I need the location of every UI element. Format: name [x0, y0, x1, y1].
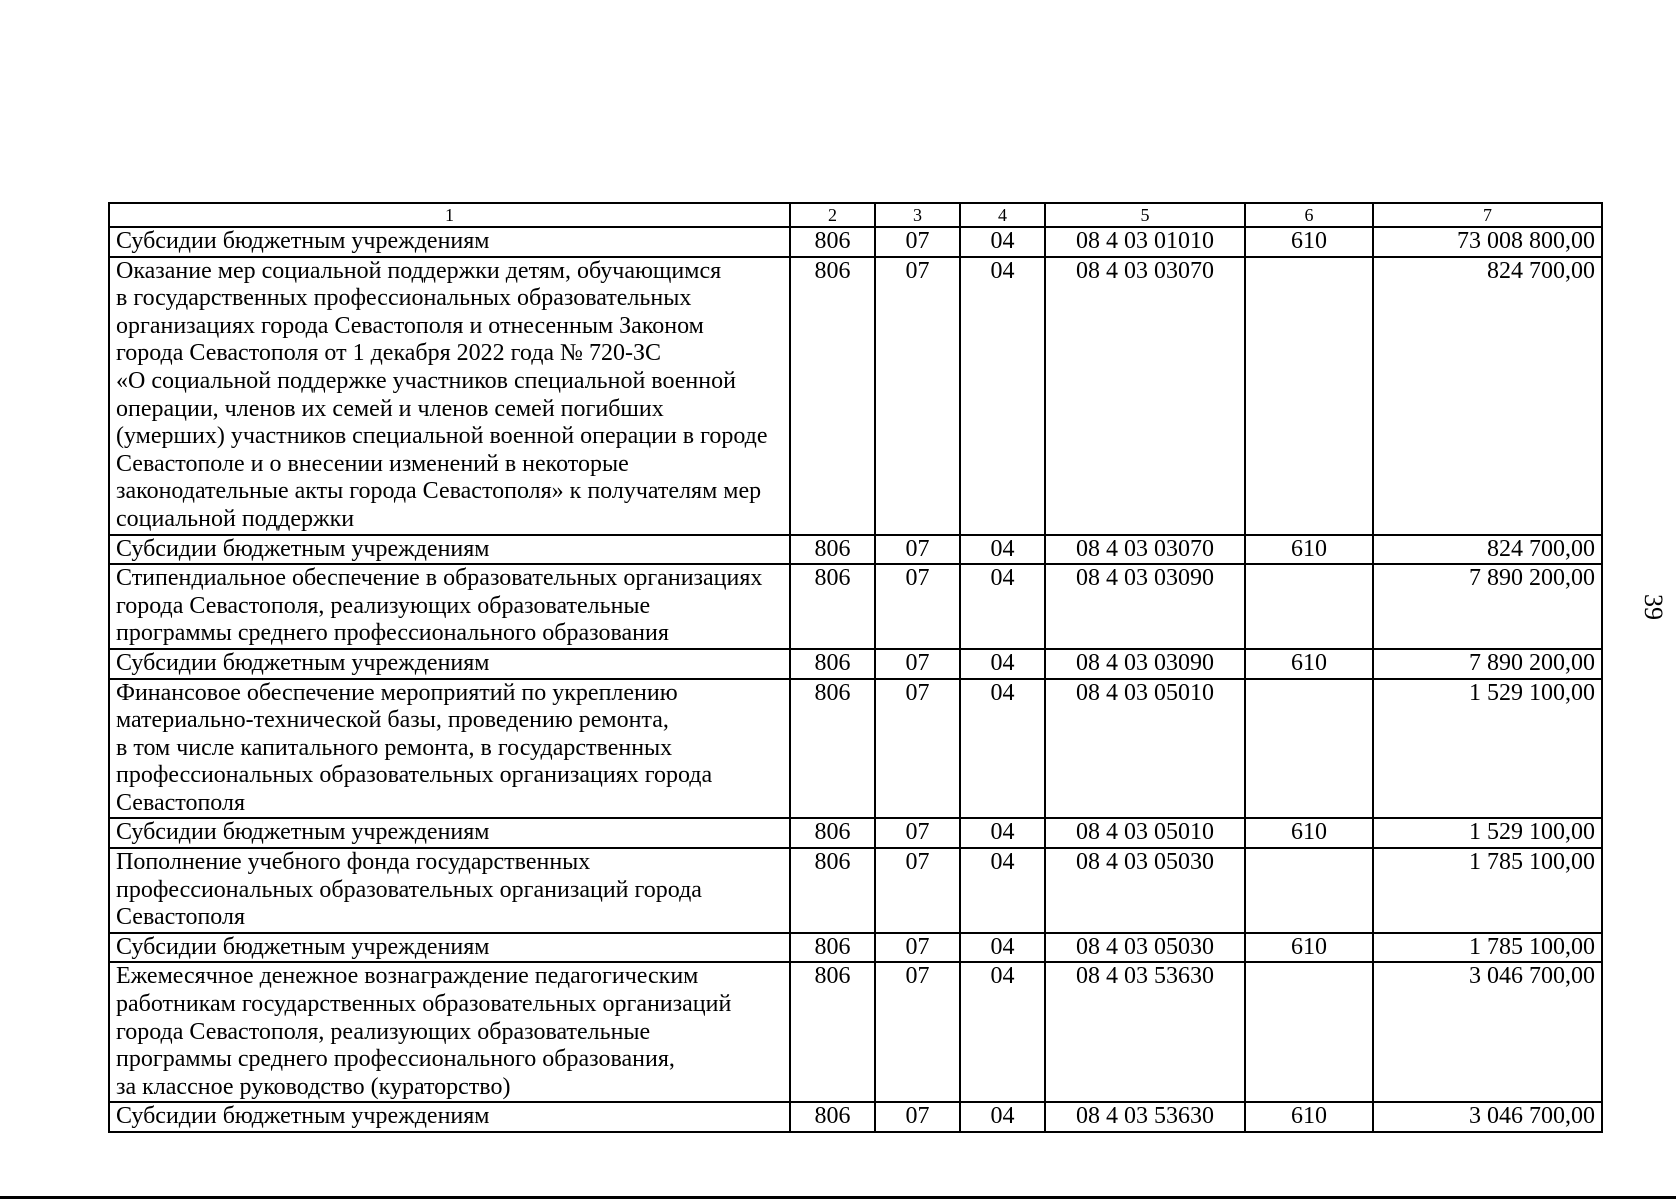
row-name: Пополнение учебного фонда государственных профессиональных образовательных организаций города Севастополя — [109, 848, 790, 933]
row-amount: 7 890 200,00 — [1373, 564, 1602, 649]
row-amount: 73 008 800,00 — [1373, 227, 1602, 257]
row-name: Субсидии бюджетным учреждениям — [109, 1102, 790, 1132]
row-expense-type: 610 — [1245, 818, 1373, 848]
row-subsection-code: 04 — [960, 535, 1045, 565]
row-ministry-code: 806 — [790, 962, 875, 1102]
row-expense-type — [1245, 962, 1373, 1102]
row-section-code: 07 — [875, 649, 960, 679]
row-subsection-code: 04 — [960, 257, 1045, 535]
row-section-code: 07 — [875, 535, 960, 565]
row-subsection-code: 04 — [960, 962, 1045, 1102]
row-expense-type — [1245, 564, 1373, 649]
row-expense-type: 610 — [1245, 1102, 1373, 1132]
row-name: Ежемесячное денежное вознаграждение педагогическим работникам государственных образовательных организаций города Севастополя, реализующих образовательные программы среднего профессионального образования, за классное руководство (кураторство) — [109, 962, 790, 1102]
row-subsection-code: 04 — [960, 679, 1045, 819]
row-target-code: 08 4 03 05030 — [1045, 933, 1245, 963]
row-expense-type: 610 — [1245, 535, 1373, 565]
row-name: Финансовое обеспечение мероприятий по укреплению материально-технической базы, проведению ремонта, в том числе капитального ремонта, в государственных профессиональных образовательных организациях города Севастополя — [109, 679, 790, 819]
row-expense-type — [1245, 679, 1373, 819]
row-amount: 1 529 100,00 — [1373, 818, 1602, 848]
table-row — [109, 848, 1602, 933]
page-number: 39 — [1639, 594, 1668, 620]
table-row — [109, 933, 1602, 963]
header-col-7: 7 — [1373, 203, 1602, 227]
row-expense-type: 610 — [1245, 933, 1373, 963]
table-row — [109, 227, 1602, 257]
table-row — [109, 1102, 1602, 1132]
header-col-3: 3 — [875, 203, 960, 227]
row-ministry-code: 806 — [790, 818, 875, 848]
header-col-2: 2 — [790, 203, 875, 227]
row-target-code: 08 4 03 03090 — [1045, 649, 1245, 679]
row-section-code: 07 — [875, 933, 960, 963]
row-ministry-code: 806 — [790, 1102, 875, 1132]
row-section-code: 07 — [875, 564, 960, 649]
row-ministry-code: 806 — [790, 679, 875, 819]
row-target-code: 08 4 03 53630 — [1045, 1102, 1245, 1132]
row-subsection-code: 04 — [960, 227, 1045, 257]
row-ministry-code: 806 — [790, 848, 875, 933]
row-ministry-code: 806 — [790, 649, 875, 679]
row-name: Субсидии бюджетным учреждениям — [109, 535, 790, 565]
row-amount: 824 700,00 — [1373, 535, 1602, 565]
header-col-4: 4 — [960, 203, 1045, 227]
row-subsection-code: 04 — [960, 848, 1045, 933]
row-section-code: 07 — [875, 257, 960, 535]
row-target-code: 08 4 03 03070 — [1045, 257, 1245, 535]
table-row — [109, 818, 1602, 848]
table-row — [109, 962, 1602, 1102]
row-name: Субсидии бюджетным учреждениям — [109, 227, 790, 257]
row-amount: 7 890 200,00 — [1373, 649, 1602, 679]
table-row — [109, 257, 1602, 535]
row-ministry-code: 806 — [790, 257, 875, 535]
table-row — [109, 679, 1602, 819]
row-ministry-code: 806 — [790, 564, 875, 649]
budget-table — [108, 202, 1603, 1133]
table-header-row — [109, 203, 1602, 227]
row-target-code: 08 4 03 05010 — [1045, 679, 1245, 819]
row-name: Субсидии бюджетным учреждениям — [109, 818, 790, 848]
row-expense-type — [1245, 257, 1373, 535]
row-section-code: 07 — [875, 818, 960, 848]
row-amount: 1 785 100,00 — [1373, 933, 1602, 963]
row-subsection-code: 04 — [960, 818, 1045, 848]
row-target-code: 08 4 03 05030 — [1045, 848, 1245, 933]
row-section-code: 07 — [875, 1102, 960, 1132]
row-target-code: 08 4 03 53630 — [1045, 962, 1245, 1102]
row-expense-type — [1245, 848, 1373, 933]
row-amount: 3 046 700,00 — [1373, 962, 1602, 1102]
row-amount: 1 785 100,00 — [1373, 848, 1602, 933]
row-section-code: 07 — [875, 962, 960, 1102]
row-subsection-code: 04 — [960, 933, 1045, 963]
row-target-code: 08 4 03 03090 — [1045, 564, 1245, 649]
header-col-5: 5 — [1045, 203, 1245, 227]
row-ministry-code: 806 — [790, 933, 875, 963]
table-row — [109, 649, 1602, 679]
row-subsection-code: 04 — [960, 564, 1045, 649]
row-ministry-code: 806 — [790, 535, 875, 565]
row-section-code: 07 — [875, 679, 960, 819]
row-name: Оказание мер социальной поддержки детям, обучающимся в государственных профессиональных образовательных организациях города Севастополя и отнесенным Законом города Севастополя от 1 декабря 2022 года № 720-ЗС «О социальной поддержке участников специальной военной операции, членов их семей и членов семей погибших (умерших) участников специальной военной операции в городе Севастополе и о внесении изменений в некоторые законодательные акты города Севастополя» к получателям мер социальной поддержки — [109, 257, 790, 535]
row-section-code: 07 — [875, 227, 960, 257]
row-section-code: 07 — [875, 848, 960, 933]
table-row — [109, 535, 1602, 565]
row-ministry-code: 806 — [790, 227, 875, 257]
header-col-6: 6 — [1245, 203, 1373, 227]
row-target-code: 08 4 03 03070 — [1045, 535, 1245, 565]
row-subsection-code: 04 — [960, 1102, 1045, 1132]
table-row — [109, 564, 1602, 649]
row-expense-type: 610 — [1245, 649, 1373, 679]
row-amount: 824 700,00 — [1373, 257, 1602, 535]
row-expense-type: 610 — [1245, 227, 1373, 257]
row-amount: 1 529 100,00 — [1373, 679, 1602, 819]
page-bottom-edge — [0, 1196, 1676, 1199]
row-target-code: 08 4 03 01010 — [1045, 227, 1245, 257]
row-target-code: 08 4 03 05010 — [1045, 818, 1245, 848]
row-amount: 3 046 700,00 — [1373, 1102, 1602, 1132]
header-col-1: 1 — [109, 203, 790, 227]
row-name: Субсидии бюджетным учреждениям — [109, 649, 790, 679]
row-name: Субсидии бюджетным учреждениям — [109, 933, 790, 963]
row-subsection-code: 04 — [960, 649, 1045, 679]
row-name: Стипендиальное обеспечение в образовательных организациях города Севастополя, реализующих образовательные программы среднего профессионального образования — [109, 564, 790, 649]
